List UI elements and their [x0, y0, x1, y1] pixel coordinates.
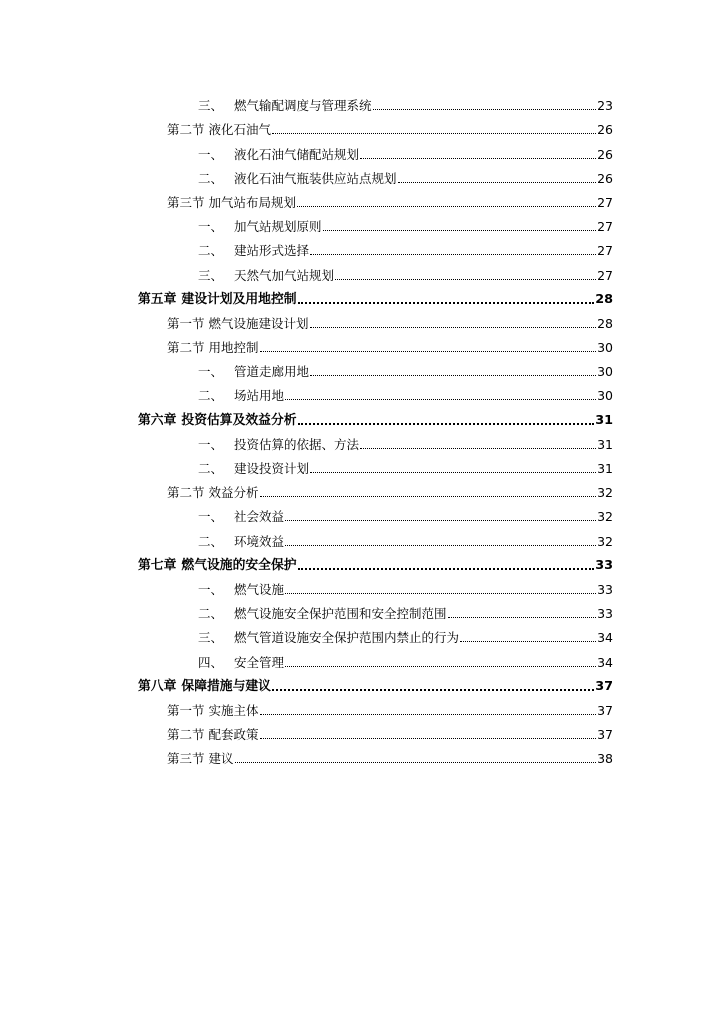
toc-section-entry[interactable] [0, 114, 724, 138]
toc-entry-number: 一、 [198, 581, 224, 597]
toc-section-entry[interactable] [0, 743, 724, 767]
toc-dot-leader [398, 182, 597, 183]
toc-page-number: 27 [597, 194, 613, 210]
toc-entry-number: 二、 [198, 533, 224, 549]
toc-page-number: 34 [597, 630, 613, 646]
toc-page-number: 30 [597, 388, 613, 404]
toc-dot-leader [285, 593, 596, 594]
toc-entry-title: 燃气设施 [234, 581, 285, 597]
toc-entry-number: 一、 [198, 509, 224, 525]
toc-subsection-entry[interactable] [0, 380, 724, 404]
toc-subsection-entry[interactable] [0, 259, 724, 283]
toc-dot-leader [285, 545, 596, 546]
toc-entry-title: 用地控制 [208, 340, 259, 356]
toc-dot-leader [310, 254, 596, 255]
toc-section-entry[interactable] [0, 477, 724, 501]
toc-subsection-entry[interactable] [0, 90, 724, 114]
toc-dot-leader [360, 448, 596, 449]
toc-entry-title: 场站用地 [234, 388, 285, 404]
toc-page-number: 27 [597, 267, 613, 283]
toc-dot-leader [298, 302, 595, 304]
toc-page-number: 26 [597, 170, 613, 186]
toc-section-entry[interactable] [0, 719, 724, 743]
toc-page-number: 26 [597, 146, 613, 162]
toc-page-number: 33 [597, 581, 613, 597]
toc-chapter-entry[interactable] [0, 550, 724, 574]
toc-dot-leader [260, 496, 597, 497]
toc-entry-number: 第三节 [167, 751, 205, 767]
toc-page-number: 27 [597, 243, 613, 259]
toc-page-number: 26 [597, 122, 613, 138]
toc-entry-title: 效益分析 [208, 485, 259, 501]
toc-section-entry[interactable] [0, 308, 724, 332]
toc-entry-title: 加气站规划原则 [234, 219, 322, 235]
toc-subsection-entry[interactable] [0, 501, 724, 525]
toc-dot-leader [360, 158, 596, 159]
toc-subsection-entry[interactable] [0, 598, 724, 622]
toc-entry-number: 一、 [198, 364, 224, 380]
toc-entry-number: 二、 [198, 170, 224, 186]
toc-section-entry[interactable] [0, 332, 724, 356]
toc-dot-leader [285, 520, 596, 521]
toc-page-number: 32 [597, 509, 613, 525]
toc-entry-title: 燃气设施安全保护范围和安全控制范围 [234, 606, 447, 622]
toc-subsection-entry[interactable] [0, 235, 724, 259]
toc-entry-number: 三、 [198, 630, 224, 646]
table-of-contents [0, 90, 724, 767]
toc-page-number: 34 [597, 654, 613, 670]
toc-page-number: 31 [595, 412, 613, 428]
toc-dot-leader [298, 568, 595, 570]
toc-dot-leader [460, 641, 596, 642]
toc-entry-number: 二、 [198, 461, 224, 476]
toc-page-number: 32 [597, 533, 613, 549]
toc-page-number: 30 [597, 340, 613, 356]
toc-entry-number: 三、 [198, 267, 224, 283]
toc-dot-leader [285, 399, 596, 400]
toc-dot-leader [310, 375, 596, 376]
toc-entry-title: 建站形式选择 [234, 243, 310, 259]
toc-entry-title: 投资估算及效益分析 [181, 412, 297, 428]
toc-entry-number: 第二节 [167, 485, 205, 501]
toc-subsection-entry[interactable] [0, 453, 724, 477]
toc-dot-leader [235, 762, 597, 763]
toc-entry-title: 建设计划及用地控制 [181, 291, 297, 307]
toc-subsection-entry[interactable] [0, 429, 724, 453]
toc-entry-title: 环境效益 [234, 533, 285, 549]
toc-entry-title: 燃气设施建设计划 [208, 315, 309, 331]
toc-entry-number: 第五章 [138, 291, 177, 307]
toc-entry-number: 第一节 [167, 315, 205, 331]
toc-entry-number: 二、 [198, 243, 224, 259]
toc-subsection-entry[interactable] [0, 622, 724, 646]
toc-chapter-entry[interactable] [0, 404, 724, 428]
toc-page-number: 23 [597, 98, 613, 114]
toc-dot-leader [323, 230, 597, 231]
toc-subsection-entry[interactable] [0, 163, 724, 187]
toc-entry-number: 四、 [198, 654, 224, 670]
toc-page-number: 37 [597, 702, 613, 718]
toc-page-number: 33 [595, 557, 613, 573]
toc-chapter-entry[interactable] [0, 671, 724, 695]
toc-entry-title: 液化石油气瓶装供应站点规划 [234, 170, 397, 186]
toc-subsection-entry[interactable] [0, 138, 724, 162]
toc-page-number: 32 [597, 485, 613, 501]
toc-entry-title: 燃气输配调度与管理系统 [234, 98, 372, 114]
toc-dot-leader [310, 327, 597, 328]
toc-subsection-entry[interactable] [0, 646, 724, 670]
toc-page-number: 30 [597, 364, 613, 380]
toc-subsection-entry[interactable] [0, 574, 724, 598]
toc-page-number: 31 [597, 436, 613, 452]
toc-dot-leader [335, 279, 596, 280]
toc-entry-title: 配套政策 [208, 727, 259, 743]
toc-entry-title: 燃气设施的安全保护 [181, 557, 297, 573]
toc-entry-number: 第二节 [167, 340, 205, 356]
toc-entry-number: 一、 [198, 219, 224, 235]
toc-page-number: 28 [597, 315, 613, 331]
toc-section-entry[interactable] [0, 187, 724, 211]
toc-entry-title: 液化石油气 [208, 122, 272, 138]
toc-entry-number: 二、 [198, 388, 224, 404]
toc-entry-title: 安全管理 [234, 654, 285, 670]
toc-entry-number: 第八章 [138, 678, 177, 694]
toc-entry-title: 液化石油气储配站规划 [234, 146, 360, 162]
toc-entry-number: 第二节 [167, 122, 205, 138]
toc-section-entry[interactable] [0, 695, 724, 719]
toc-entry-title: 保障措施与建议 [181, 678, 271, 694]
toc-dot-leader [272, 689, 594, 691]
toc-entry-number: 一、 [198, 436, 224, 452]
toc-entry-number: 第六章 [138, 412, 177, 428]
toc-page-number: 28 [595, 291, 613, 307]
toc-entry-title: 建设投资计划 [234, 461, 310, 476]
toc-entry-number: 第二节 [167, 727, 205, 743]
toc-subsection-entry[interactable] [0, 356, 724, 380]
toc-entry-number: 第一节 [167, 702, 205, 718]
toc-chapter-entry[interactable] [0, 284, 724, 308]
toc-entry-title: 加气站布局规划 [208, 194, 297, 210]
toc-entry-title: 实施主体 [208, 702, 259, 718]
toc-entry-title: 天然气加气站规划 [234, 267, 335, 283]
toc-dot-leader [272, 133, 596, 134]
toc-entry-title: 投资估算的依据、方法 [234, 436, 360, 452]
toc-entry-title: 燃气管道设施安全保护范围内禁止的行为 [234, 630, 460, 646]
toc-dot-leader [298, 423, 595, 425]
toc-subsection-entry[interactable] [0, 211, 724, 235]
toc-page-number: 27 [597, 219, 613, 235]
toc-entry-number: 二、 [198, 606, 224, 622]
toc-entry-title: 管道走廊用地 [234, 364, 310, 380]
toc-page-number: 33 [597, 606, 613, 622]
toc-page-number: 38 [597, 751, 613, 767]
toc-page-number: 31 [597, 461, 613, 476]
toc-dot-leader [285, 666, 596, 667]
toc-entry-title: 社会效益 [234, 509, 285, 525]
toc-page-number: 37 [595, 678, 613, 694]
toc-entry-number: 第三节 [167, 194, 205, 210]
toc-dot-leader [373, 109, 597, 110]
toc-entry-number: 第七章 [138, 557, 177, 573]
toc-entry-number: 一、 [198, 146, 224, 162]
toc-dot-leader [260, 738, 597, 739]
toc-subsection-entry[interactable] [0, 525, 724, 549]
toc-dot-leader [260, 714, 597, 715]
toc-entry-number: 三、 [198, 98, 224, 114]
toc-dot-leader [448, 617, 597, 618]
toc-dot-leader [310, 472, 596, 473]
toc-dot-leader [297, 206, 596, 207]
toc-dot-leader [260, 351, 597, 352]
toc-entry-title: 建议 [208, 751, 234, 767]
toc-page-number: 37 [597, 727, 613, 743]
